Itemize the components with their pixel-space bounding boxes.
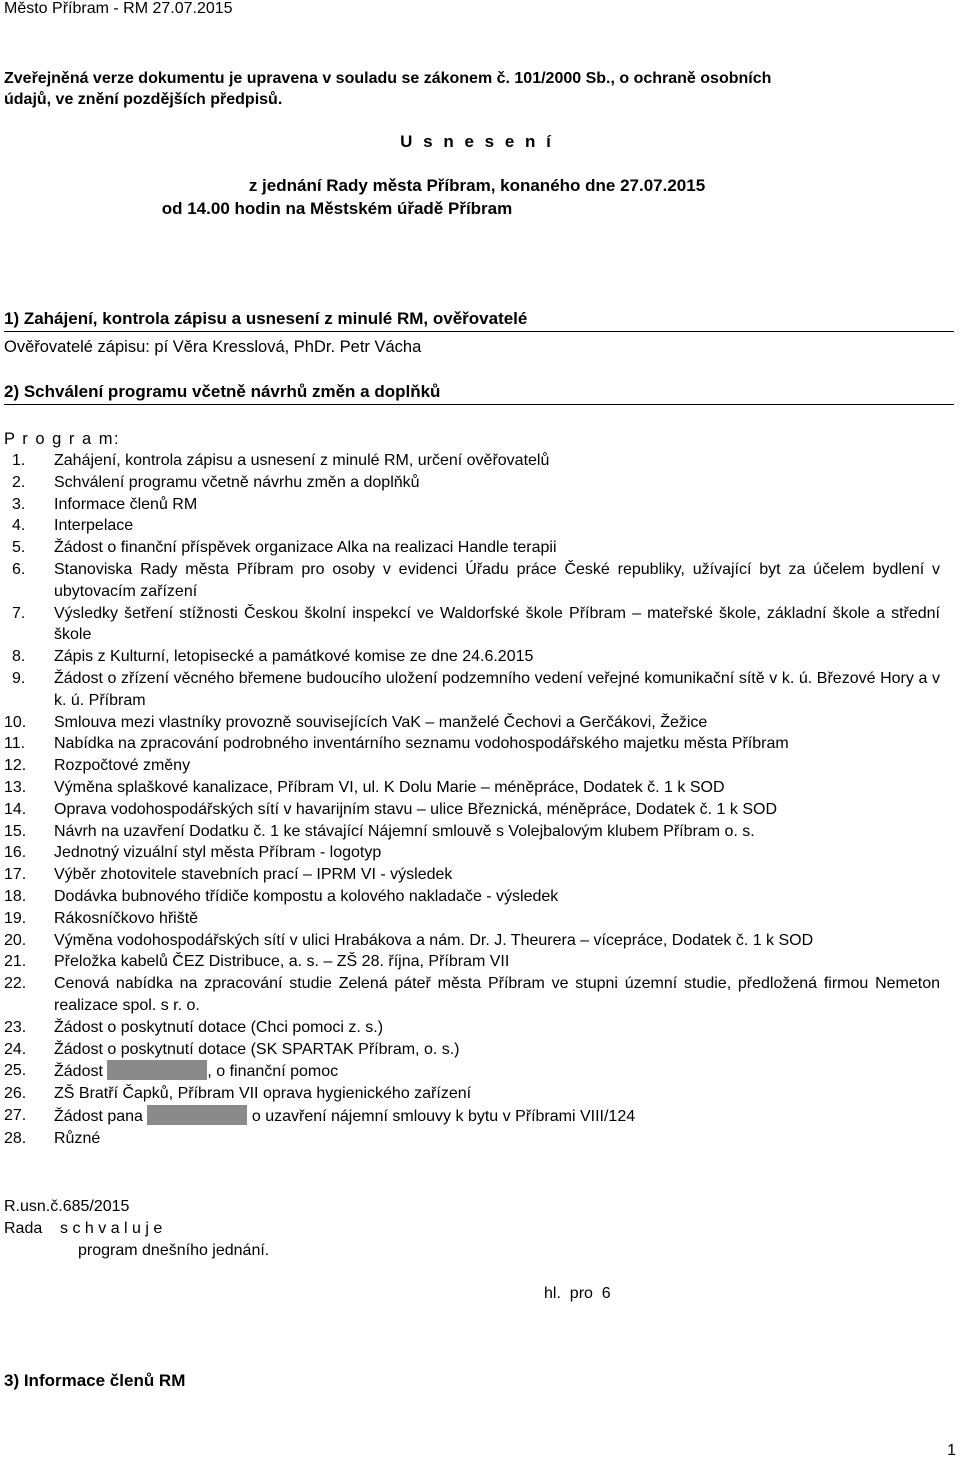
program-item-number: 3. [12, 495, 26, 513]
program-item-text: Rákosníčkovo hřiště [54, 909, 199, 927]
program-item-number: 10. [4, 713, 27, 731]
program-item-number: 17. [4, 866, 27, 884]
program-label: P r o g r a m: [4, 430, 121, 448]
program-item-text-before: Žádost pana [54, 1107, 148, 1125]
program-item-text-before: Žádost [54, 1063, 108, 1081]
program-item-text: Interpelace [54, 517, 134, 535]
program-item-text: Žádost o finanční příspěvek organizace Alka na realizaci Handle terapii [54, 539, 557, 557]
program-item-number: 19. [4, 909, 27, 927]
program-item-number: 11. [4, 735, 26, 753]
program-item-number: 4. [12, 517, 26, 535]
program-item-number: 26. [4, 1085, 27, 1103]
program-item [4, 1039, 940, 1061]
program-item-number: 24. [4, 1040, 27, 1058]
program-item [4, 1128, 940, 1150]
program-item [4, 494, 940, 516]
program-item-text: Žádost o zřízení věcného břemene budoucího uložení podzemního vedení veřejné komunikační sítě v k. ú. Březové Hory a v k. ú. Příbram [54, 669, 940, 709]
section-1-heading: 1) Zahájení, kontrola zápisu a usnesení z minulé RM, ověřovatelé [4, 309, 954, 332]
program-item-number: 9. [12, 669, 26, 687]
program-item [4, 472, 940, 494]
document-title: U s n e s e n í [400, 132, 554, 151]
program-item-text: Zápis z Kulturní, letopisecké a památkové komise ze dne 24.6.2015 [54, 648, 534, 666]
section-3-heading: 3) Informace členů RM [4, 1371, 186, 1390]
program-item-text: Rozpočtové změny [54, 757, 191, 775]
program-item-number: 20. [4, 931, 27, 949]
program-item [4, 668, 940, 712]
program-item-number: 6. [12, 560, 26, 578]
program-item [4, 537, 940, 559]
section-2-heading: 2) Schválení programu včetně návrhů změn a doplňků [4, 382, 954, 405]
privacy-notice-line-2: údajů, ve znění pozdějších předpisů. [4, 91, 283, 108]
program-item-text [54, 1060, 940, 1083]
program-item-text: Žádost o poskytnutí dotace (Chci pomoci z. s.) [54, 1018, 384, 1036]
program-item-text: Výsledky šetření stížnosti Českou školní inspekcí ve Waldorfské škole Příbram – mateřské škole, základní škole a střední škole [54, 604, 940, 644]
program-item-number: 5. [12, 539, 26, 557]
program-item [4, 908, 940, 930]
program-item [4, 559, 940, 603]
program-item [4, 930, 940, 952]
program-item-number: 14. [4, 800, 27, 818]
meeting-info-line-2: od 14.00 hodin na Městském úřadě Příbram [161, 199, 513, 218]
privacy-notice [4, 68, 771, 110]
program-item-text-after: , o finanční pomoc [207, 1063, 339, 1081]
program-item-text: Návrh na uzavření Dodatku č. 1 ke stávající Nájemní smlouvě s Volejbalovým klubem Příbram o. s. [54, 822, 755, 840]
page-number: 1 [947, 1442, 956, 1459]
program-item-number: 8. [12, 648, 26, 666]
program-item [4, 1105, 940, 1128]
program-item-number: 13. [4, 778, 27, 796]
program-item-text: Zahájení, kontrola zápisu a usnesení z minulé RM, určení ověřovatelů [54, 452, 550, 469]
program-item-number: 22. [4, 975, 27, 993]
program-item-number: 21. [4, 953, 27, 971]
program-item-number: 28. [4, 1129, 27, 1147]
program-item [4, 799, 940, 821]
resolution-vote: hl. pro 6 [544, 1285, 611, 1302]
program-item-number: 15. [4, 822, 27, 840]
program-item-text: Jednotný vizuální styl města Příbram - logotyp [54, 844, 382, 862]
program-item-text: Výměna vodohospodářských sítí v ulici Hrabákova a nám. Dr. J. Theurera – vícepráce, Dodatek č. 1 k SOD [54, 931, 814, 949]
resolution-number: R.usn.č.685/2015 [4, 1198, 130, 1215]
program-item-number: 25. [4, 1062, 27, 1080]
program-item-text: Výběr zhotovitele stavebních prací – IPRM VI - výsledek [54, 866, 453, 884]
program-item-text: Oprava vodohospodářských sítí v havarijním stavu – ulice Březnická, méněpráce, Dodatek č. 1 k SOD [54, 800, 777, 818]
program-item-text [54, 1105, 940, 1128]
program-list [4, 450, 940, 1150]
program-item [4, 646, 940, 668]
redacted-name-block [107, 1060, 207, 1080]
program-item-text: Smlouva mezi vlastníky provozně souvisejících VaK – manželé Čechovi a Gerčákovi, Žežice [54, 713, 708, 731]
program-item-text: Informace členů RM [54, 495, 198, 513]
program-item-text: Žádost o poskytnutí dotace (SK SPARTAK Příbram, o. s.) [54, 1040, 460, 1058]
program-item [4, 733, 940, 755]
program-item-text: Dodávka bubnového třídiče kompostu a kolového nakladače - výsledek [54, 887, 559, 905]
program-item-number: 18. [4, 887, 27, 905]
program-item-number: 23. [4, 1018, 27, 1036]
program-item [4, 886, 940, 908]
privacy-notice-line-1: Zveřejněná verze dokumentu je upravena v souladu se zákonem č. 101/2000 Sb., o ochraně osobních [4, 70, 772, 87]
program-item-text: Stanoviska Rady města Příbram pro osoby v evidenci Úřadu práce České republiky, užívající byt za účelem bydlení v ubytovacím zařízení [54, 560, 940, 600]
program-item-number: 16. [4, 844, 27, 862]
program-item [4, 450, 940, 472]
program-item-text: Cenová nabídka na zpracování studie Zelená páteř města Příbram ve stupni územní studie, předložená firmou Nemeton realizace spol. s r. o. [54, 975, 940, 1014]
program-item-text: Výměna splaškové kanalizace, Příbram VI, ul. K Dolu Marie – méněpráce, Dodatek č. 1 k SOD [54, 778, 725, 796]
program-item-text-after: o uzavření nájemní smlouvy k bytu v Příbrami VIII/124 [247, 1107, 636, 1125]
program-item-text: Schválení programu včetně návrhu změn a doplňků [54, 473, 420, 491]
program-item [4, 515, 940, 537]
program-item [4, 1060, 940, 1083]
program-item-text: Různé [54, 1129, 101, 1147]
program-item-number: 12. [4, 757, 27, 775]
program-item [4, 951, 940, 973]
redacted-name-block [147, 1105, 247, 1125]
program-item [4, 755, 940, 777]
program-item-number: 1. [12, 452, 26, 469]
program-item-number: 7. [12, 604, 26, 622]
program-item [4, 712, 940, 734]
program-item [4, 864, 940, 886]
resolution-verb: Rada s c h v a l u j e [4, 1220, 163, 1237]
program-item [4, 777, 940, 799]
meeting-info-line-1: z jednání Rady města Příbram, konaného dne 27.07.2015 [248, 176, 706, 195]
program-item [4, 842, 940, 864]
program-item [4, 821, 940, 843]
program-item [4, 1083, 940, 1105]
program-item-text: Přeložka kabelů ČEZ Distribuce, a. s. – ZŠ 28. října, Příbram VII [54, 953, 510, 971]
resolution-body: program dnešního jednání. [78, 1242, 270, 1259]
program-item-text: Nabídka na zpracování podrobného inventárního seznamu vodohospodářského majetku města Příbram [54, 735, 789, 753]
program-item [4, 603, 940, 647]
program-item-number: 27. [4, 1106, 27, 1124]
program-item-number: 2. [12, 473, 26, 491]
program-item [4, 973, 940, 1017]
document-header-title: Město Příbram - RM 27.07.2015 [4, 0, 233, 17]
program-item-text: ZŠ Bratří Čapků, Příbram VII oprava hygienického zařízení [54, 1085, 472, 1103]
verifiers-text: Ověřovatelé zápisu: pí Věra Kresslová, PhDr. Petr Vácha [4, 338, 422, 356]
program-item [4, 1017, 940, 1039]
